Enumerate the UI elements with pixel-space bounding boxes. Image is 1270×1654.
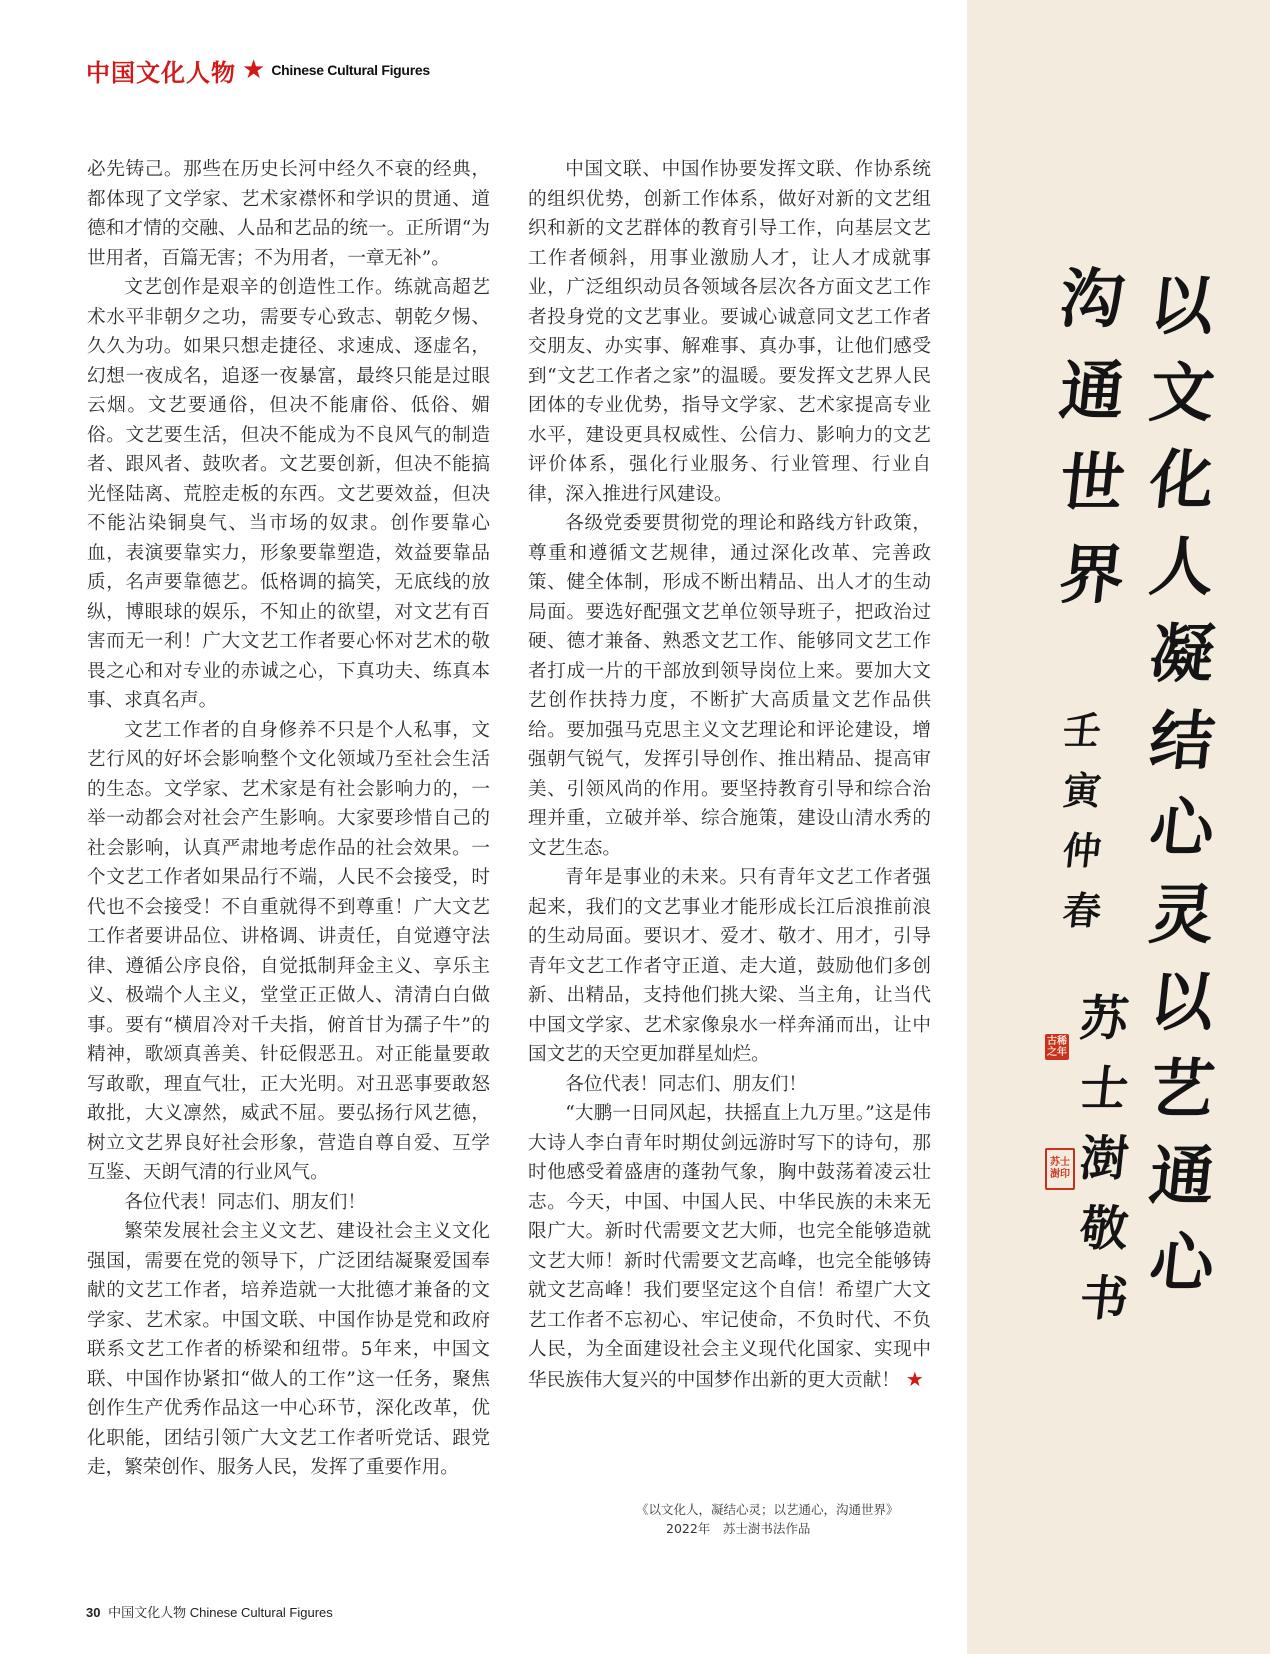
- calligraphy-char: 以: [1146, 269, 1218, 344]
- caption-line2: [636, 1519, 899, 1538]
- calligraphy-char: 艺: [1146, 1052, 1218, 1127]
- brand-cn: 中国文化人物: [86, 57, 236, 87]
- calligraphy-char: 士: [1077, 1061, 1131, 1117]
- calligraphy-char: 通: [1056, 354, 1128, 429]
- paragraph: 中国文联、中国作协要发挥文联、作协系统的组织优势，创新工作体系，做好对新的文艺组织和新的文艺群体的教育引导工作，向基层文艺工作者倾斜，用事业激励人才，让人才成就事业，广泛组织动员各领域各层次各方面文艺工作者投身党的文艺事业。要诚心诚意同文艺工作者交朋友、办实事、解难事、真办事，让他们感受到“文艺工作者之家”的温暖。要发挥文艺界人民团体的专业优势，指导文学家、艺术家提高专业水平，建设更具权威性、公信力、影响力的文艺评价体系，强化行业服务、行业管理、行业自律，深入推进行风建设。: [528, 159, 931, 505]
- caption-year: 2022年: [666, 1521, 711, 1536]
- calligraphy-signature: [1077, 991, 1131, 1345]
- paragraph: 文艺创作是艰辛的创造性工作。练就高超艺术水平非朝夕之功，需要专心致志、朝乾夕惕、久久为功。如果只想走捷径、求速成、逐虚名，幻想一夜成名，追逐一夜暴富，最终只能是过眼云烟。文艺要通俗，但决不能庸俗、低俗、媚俗。文艺要生活，但决不能成为不良风气的制造者、跟风者、鼓吹者。文艺要创新，但决不能搞光怪陆离、荒腔走板的东西。文艺要效益，但决不能沾染铜臭气、当市场的奴隶。创作要靠心血，表演要靠实力，形象要靠塑造，效益要靠品质，名声要靠德艺。低格调的搞笑，无底线的放纵，博眼球的娱乐，不知止的欲望，对文艺有百害而无一利！广大文艺工作者要心怀对艺术的敬畏之心和对专业的赤诚之心，下真功夫、练真本事、求真名声。: [87, 277, 490, 711]
- calligraphy-char: 世: [1056, 446, 1128, 521]
- calligraphy-char: 心: [1146, 791, 1218, 866]
- page-number: 30: [86, 1605, 101, 1620]
- paragraph-final-text: “大鹏一日同风起，扶摇直上九万里。”这是伟大诗人李白青年时期仗剑远游时写下的诗句，那时他感受着盛唐的蓬勃气象，胸中鼓荡着凌云壮志。今天，中国、中国人民、中华民族的未来无限广大。新时代需要文艺大师，也完全能够造就文艺大师！新时代需要文艺高峰，也完全能够铸就文艺高峰！我们要坚定这个自信！希望广大文艺工作者不忘初心、牢记使命，不负时代、不负人民，为全面建设社会主义现代化国家、实现中华民族伟大复兴的中国梦作出新的更大贡献！: [528, 1103, 931, 1391]
- brand-en: Chinese Cultural Figures: [271, 62, 430, 78]
- calligraphy-char: 心: [1146, 1226, 1218, 1301]
- calligraphy-char: 以: [1146, 965, 1218, 1040]
- calligraphy-char: 春: [1060, 888, 1104, 933]
- paragraph: 各位代表！同志们、朋友们！: [124, 1191, 366, 1213]
- calligraphy-char: 苏: [1077, 991, 1131, 1047]
- calligraphy-char: 寅: [1060, 768, 1104, 813]
- calligraphy-char: 灵: [1146, 878, 1218, 953]
- page-footer: [86, 1602, 333, 1621]
- calligraphy-char: 人: [1146, 530, 1218, 605]
- paragraph: 各级党委要贯彻党的理论和路线方针政策，尊重和遵循文艺规律，通过深化改革、完善政策、健全体制，形成不断出精品、出人才的生动局面。要选好配强文艺单位领导班子，把政治过硬、德才兼备、熟悉文艺工作、能够同文艺工作者打成一片的干部放到领导岗位上来。要加大文艺创作扶持力度，不断扩大高质量文艺作品供给。要加强马克思主义文艺理论和评论建设，增强朝气锐气，发挥引导创作、推出精品、提高审美、引领风尚的作用。要坚持教育引导和综合治理并重，立破并举、综合施策，建设山清水秀的文艺生态。: [528, 513, 931, 859]
- calligraphy-char: 沟: [1056, 262, 1128, 337]
- caption-title: 《以文化人，凝结心灵；以艺通心，沟通世界》: [636, 1502, 899, 1517]
- calligraphy-char: 化: [1146, 443, 1218, 518]
- paragraph: 繁荣发展社会主义文艺、建设社会主义文化强国，需要在党的领导下，广泛团结凝聚爱国奉献的文艺工作者，培养造就一大批德才兼备的文学家、艺术家。中国文联、中国作协是党和政府联系文艺工作者的桥梁和纽带。5年来，中国文联、中国作协紧扣“做人的工作”这一任务，聚焦创作生产优秀作品这一中心环节，深化改革，优化职能，团结引领广大文艺工作者听党话、跟党走，繁荣创作、服务人民，发挥了重要作用。: [87, 1221, 490, 1478]
- calligraphy-line-2: [1056, 262, 1128, 636]
- seal-stamp-1: 古稀之年: [1047, 1036, 1067, 1058]
- calligraphy-date: [1060, 708, 1104, 952]
- calligraphy-char: 界: [1056, 538, 1128, 613]
- star-icon: ★: [242, 55, 266, 85]
- paragraph: 必先铸己。那些在历史长河中经久不衰的经典，都体现了文学家、艺术家襟怀和学识的贯通、道德和才情的交融、人品和艺品的统一。正所谓“为世用者，百篇无害；不为用者，一章无补”。: [87, 159, 490, 269]
- calligraphy-char: 敬: [1077, 1201, 1131, 1257]
- seal-stamp-2: 苏士澍印: [1045, 1148, 1075, 1190]
- calligraphy-char: 壬: [1060, 708, 1104, 753]
- footer-text: 中国文化人物 Chinese Cultural Figures: [108, 1605, 333, 1620]
- calligraphy-char: 结: [1146, 704, 1218, 779]
- calligraphy-char: 澍: [1077, 1131, 1131, 1187]
- calligraphy-char: 文: [1146, 356, 1218, 431]
- magazine-header: [86, 54, 430, 86]
- calligraphy-char: 仲: [1060, 828, 1104, 873]
- artwork-caption: [636, 1500, 899, 1538]
- calligraphy-char: 通: [1146, 1139, 1218, 1214]
- calligraphy-panel: [967, 0, 1270, 1654]
- paragraph: 各位代表！同志们、朋友们！: [565, 1073, 807, 1095]
- left-column: [87, 155, 490, 1483]
- paragraph-final: [528, 1099, 931, 1395]
- calligraphy-char: 书: [1077, 1271, 1131, 1327]
- right-column: [528, 155, 931, 1395]
- paragraph: 青年是事业的未来。只有青年文艺工作者强起来，我们的文艺事业才能形成长江后浪推前浪的生动局面。要识才、爱才、敬才、用才，引导青年文艺工作者守正道、走大道，鼓励他们多创新、出精品，支持他们挑大梁、当主角，让当代中国文学家、艺术家像泉水一样奔涌而出，让中国文艺的天空更加群星灿烂。: [528, 867, 931, 1065]
- calligraphy-line-1: [1146, 269, 1218, 1319]
- end-star-icon: ★: [905, 1366, 924, 1391]
- caption-author: 苏士澍书法作品: [722, 1521, 811, 1536]
- calligraphy-char: 凝: [1146, 617, 1218, 692]
- paragraph: 文艺工作者的自身修养不只是个人私事，文艺行风的好坏会影响整个文化领域乃至社会生活的生态。文学家、艺术家是有社会影响力的，一举一动都会对社会产生影响。大家要珍惜自己的社会影响，认真严肃地考虑作品的社会效果。一个文艺工作者如果品行不端，人民不会接受，时代也不会接受！不自重就得不到尊重！广大文艺工作者要讲品位、讲格调、讲责任，自觉遵守法律、遵循公序良俗，自觉抵制拜金主义、享乐主义、极端个人主义，堂堂正正做人、清清白白做事。要有“横眉冷对千夫指，俯首甘为孺子牛”的精神，歌颂真善美、针砭假恶丑。对正能量要敢写敢歌，理直气壮，正大光明。对丑恶事要敢怒敢批，大义凛然，威武不屈。要弘扬行风艺德，树立文艺界良好社会形象，营造自尊自爱、互学互鉴、天朗气清的行业风气。: [87, 719, 490, 1183]
